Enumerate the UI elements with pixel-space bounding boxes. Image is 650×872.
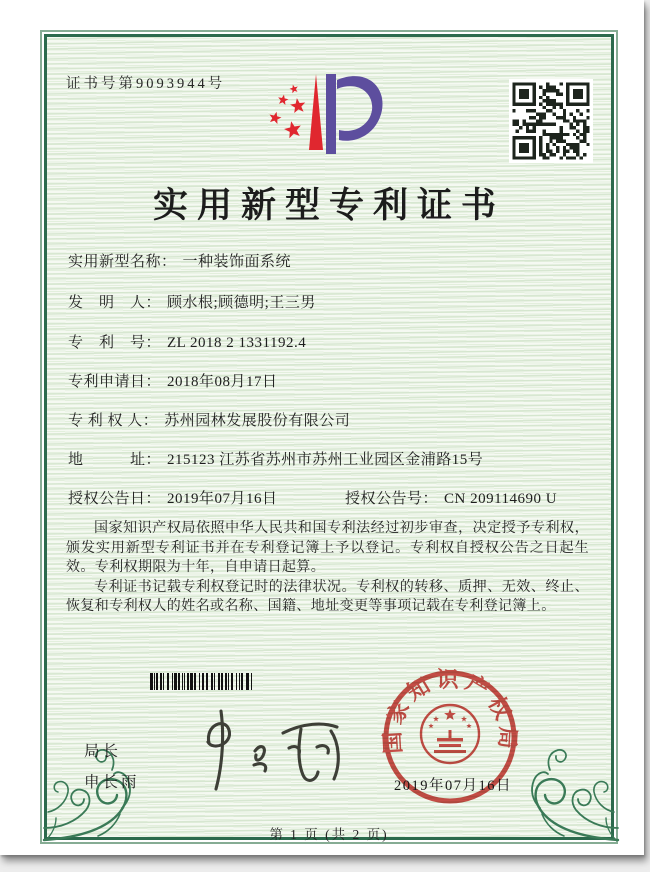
handwritten-signature	[183, 703, 351, 795]
field-value: 顾水根;顾德明;王三男	[167, 295, 316, 311]
legal-paragraph-1: 国家知识产权局依照中华人民共和国专利法经过初步审查，决定授予专利权，颁发实用新型专利证书并在专利登记簿上予以登记。专利权自授权公告之日起生效。专利权期限为十年，自申请日起算。	[66, 521, 589, 575]
field-label: 专利申请日：	[68, 374, 162, 390]
legal-text	[66, 519, 589, 617]
cnipa-patent-logo	[260, 70, 392, 162]
field-row-inventor	[68, 291, 316, 312]
logo-purple-p	[326, 74, 383, 154]
certificate-title: 实用新型专利证书	[152, 186, 505, 225]
director-title: 局长	[84, 743, 122, 760]
field-label: 发 明 人：	[68, 295, 162, 311]
seal-ring-text: 国家知识产权局	[379, 666, 521, 755]
field-label: 专 利 号：	[68, 335, 162, 351]
field-value: 一种装饰面系统	[182, 254, 292, 270]
field-label: 地 址：	[68, 452, 162, 468]
field-row-address	[68, 448, 483, 469]
legal-paragraph-2: 专利证书记载专利权登记时的法律状况。专利权的转移、质押、无效、终止、恢复和专利权人的姓名或名称、国籍、地址变更等事项记载在专利登记簿上。	[66, 579, 589, 614]
page-footer: 第 1 页 (共 2 页)	[269, 827, 389, 842]
field-row-patentee	[68, 409, 350, 430]
field-row-patent-number	[68, 331, 306, 352]
director-name: 申长雨	[84, 774, 140, 791]
field-label: 专 利 权 人：	[68, 413, 159, 429]
grant-date: 授权公告日： 2019年07月16日	[68, 491, 278, 507]
qr-code	[509, 79, 593, 163]
logo-red-wedge	[309, 74, 323, 150]
seal-date: 2019年07月16日	[394, 778, 512, 794]
grant-number: 授权公告号： CN 209114690 U	[345, 491, 558, 507]
field-row-grant	[68, 487, 588, 508]
barcode	[150, 673, 254, 690]
field-row-name	[68, 250, 291, 271]
field-value: 2018年08月17日	[167, 374, 278, 390]
field-value: 苏州园林发展股份有限公司	[164, 413, 351, 429]
field-label: 实用新型名称：	[68, 254, 177, 270]
field-value: ZL 2018 2 1331192.4	[167, 335, 307, 351]
seal-national-emblem	[421, 705, 479, 763]
logo-stars	[268, 84, 307, 139]
certificate-number: 证书号第9093944号	[66, 76, 226, 92]
field-value: 215123 江苏省苏州市苏州工业园区金浦路15号	[167, 452, 484, 468]
field-row-filing-date	[68, 370, 278, 391]
